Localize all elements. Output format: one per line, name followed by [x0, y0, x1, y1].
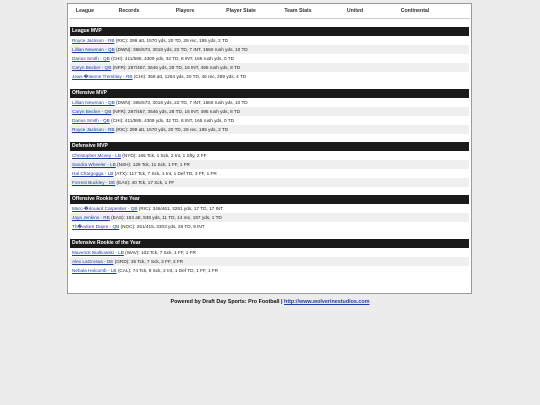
nominee-row	[70, 54, 469, 63]
award-title: Defensive MVP	[70, 142, 469, 151]
nominee-row	[70, 266, 469, 275]
nav-league[interactable]: League	[75, 8, 95, 14]
player-stats: (RIC): 299 att, 1570 yds, 20 TD, 29 rec, 195 yds, 2 TD	[114, 127, 229, 132]
award-section	[70, 195, 469, 231]
nominee-row	[70, 169, 469, 178]
nominee-row	[70, 248, 469, 257]
award-section	[70, 142, 469, 187]
player-link[interactable]: Lillian Newman - QB	[72, 47, 115, 52]
award-title: Offensive Rookie of the Year	[70, 195, 469, 204]
player-link[interactable]: Lillian Newman - QB	[72, 100, 115, 105]
nav-continental[interactable]: Continental	[400, 8, 430, 14]
nav-players[interactable]: Players	[175, 8, 195, 14]
award-section	[70, 27, 469, 81]
player-stats: (CHI): 359 att, 1264 yds, 20 TD, 46 rec, 289 yds, 4 TD	[132, 74, 247, 79]
player-stats: (CHI): 411/585, 4309 yds, 32 TD, 8 INT, 165 rush yds, 0 TD	[109, 56, 235, 61]
nominee-row	[70, 107, 469, 116]
nominee-row	[70, 160, 469, 169]
player-stats: (NFR): 287/467, 3646 yds, 28 TD, 16 INT, 495 rush yds, 8 TD	[111, 65, 241, 70]
nav-united[interactable]: United	[346, 8, 364, 14]
player-stats: (NOC): 261/415, 3303 yds, 28 TD, 9 INT	[119, 224, 205, 229]
player-link[interactable]: Darius Smith - QB	[72, 118, 110, 123]
awards-list	[68, 27, 471, 275]
player-stats: (EAS): 153 att, 938 yds, 11 TD, 14 rec, 157 yds, 1 TD	[109, 215, 222, 220]
nav-records[interactable]: Records	[118, 8, 140, 14]
award-title: Offensive MVP	[70, 89, 469, 98]
footer-text: Powered by Draft Day Sports: Pro Football |	[170, 299, 285, 305]
player-stats: (EAS): 40 Tck, 17 Sck, 1 FF	[115, 180, 175, 185]
player-stats: (NFR): 287/467, 3646 yds, 28 TD, 16 INT, 495 rush yds, 8 TD	[111, 109, 241, 114]
nominee-row	[70, 45, 469, 54]
player-link[interactable]: Royce Jackson - RB	[72, 127, 115, 132]
nominee-row	[70, 204, 469, 213]
top-nav	[69, 4, 470, 19]
player-link[interactable]: Th�odore Dupre - QB	[72, 224, 120, 229]
nominee-row	[70, 63, 469, 72]
player-link[interactable]: Forrest Buckley - DE	[72, 180, 116, 185]
player-stats: (CHI): 411/585, 4309 yds, 32 TD, 8 INT, 165 rush yds, 0 TD	[109, 118, 235, 123]
nominee-row	[70, 257, 469, 266]
nominee-row	[70, 72, 469, 81]
player-stats: (WAV): 102 Tck, 7 Sck, 1 FF, 1 FR	[123, 250, 196, 255]
player-link[interactable]: Sandra Wheeler - LB	[72, 162, 116, 167]
player-link[interactable]: Caryn Becker - QB	[72, 109, 112, 114]
player-stats: (RIC): 299 att, 1570 yds, 20 TD, 29 rec, 195 yds, 2 TD	[114, 38, 229, 43]
nominee-row	[70, 178, 469, 187]
player-link[interactable]: Christopher Mcvey - LB	[72, 153, 121, 158]
player-link[interactable]: Jaya Jenkins - RB	[72, 215, 110, 220]
player-stats: (RIC): 346/461, 3281 yds, 17 TD, 17 INT	[137, 206, 224, 211]
player-stats: (DWN): 365/573, 3018 yds, 22 TD, 7 INT, 1560 rush yds, 10 TD	[114, 47, 248, 52]
footer	[0, 299, 540, 305]
award-title: Defensive Rookie of the Year	[70, 239, 469, 248]
player-link[interactable]: Maverick Bialkowski - LB	[72, 250, 124, 255]
award-section	[70, 239, 469, 275]
player-stats: (NSH): 129 Tck, 11 Sck, 1 FF, 1 FR	[115, 162, 190, 167]
nav-team-stats[interactable]: Team Stats	[284, 8, 312, 14]
nominee-row	[70, 98, 469, 107]
player-stats: (NYD): 165 Tck, 1 Sck, 2 Int, 1 Sfty, 2 FF	[120, 153, 207, 158]
player-link[interactable]: Nebula Holcomb - LB	[72, 268, 117, 273]
player-link[interactable]: Darius Smith - QB	[72, 56, 110, 61]
player-stats: (GRD): 35 Tck, 7 Sck, 2 FF, 2 FR	[113, 259, 184, 264]
content-page	[67, 3, 472, 294]
player-stats: (CAL): 74 Tck, 8 Sck, 2 Int, 1 Def TD, 1 FF, 1 FR	[116, 268, 218, 273]
player-link[interactable]: Alex LaGrossa - DE	[72, 259, 114, 264]
player-link[interactable]: Jean-�tienne Tremblay - RB	[72, 74, 133, 79]
nominee-row	[70, 213, 469, 222]
player-link[interactable]: Hal Chargogga - LB	[72, 171, 114, 176]
nav-player-state[interactable]: Player State	[226, 8, 256, 14]
nominee-row	[70, 125, 469, 134]
footer-link[interactable]: http://www.wolverinestudios.com	[284, 299, 370, 305]
award-title: League MVP	[70, 27, 469, 36]
nominee-row	[70, 222, 469, 231]
player-stats: (ATX): 117 Tck, 7 Sck, 1 Int, 1 Def TD, 3 FF, 1 FR	[113, 171, 217, 176]
player-link[interactable]: Caryn Becker - QB	[72, 65, 112, 70]
player-link[interactable]: Marc-�douard Carpentier - QB	[72, 206, 138, 211]
player-stats: (DWN): 365/573, 3018 yds, 22 TD, 7 INT, 1560 rush yds, 10 TD	[114, 100, 248, 105]
nominee-row	[70, 36, 469, 45]
award-section	[70, 89, 469, 134]
nominee-row	[70, 151, 469, 160]
player-link[interactable]: Royce Jackson - RB	[72, 38, 115, 43]
nominee-row	[70, 116, 469, 125]
